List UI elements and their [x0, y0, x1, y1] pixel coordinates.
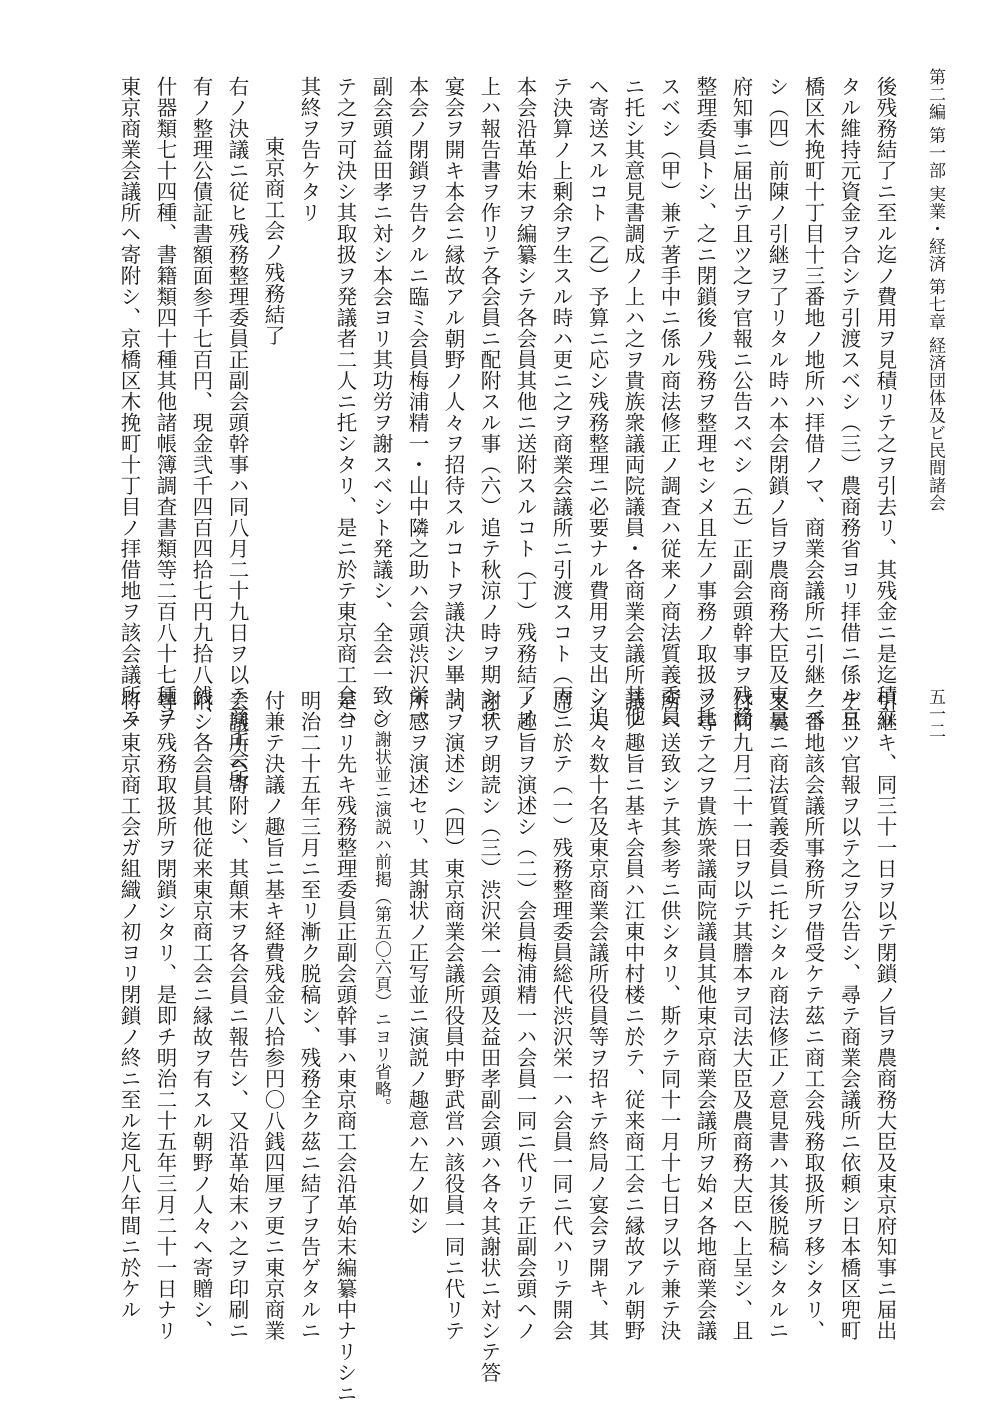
text-line: 本会ノ閉鎖ヲ告クルニ臨ミ会員梅浦精一・山中隣之助ハ会頭渋沢栄一	[405, 76, 429, 727]
running-header: 第二編 第一部 実業・経済 第七章 経済団体及ビ民間諸会	[925, 68, 945, 512]
text-line: 副会頭益田孝ニ対シ本会ヨリ其功労ヲ謝スベシト発議シ、全会一致シ	[369, 76, 393, 727]
text-line: スベシ（甲）兼テ著手中ニ係ル商法修正ノ調査ハ従来ノ商法質義委員	[657, 76, 681, 727]
text-line: タル維持元資金ヲ合シテ引渡スベシ（三）農商務省ヨリ拝借ニ係ル京	[837, 76, 861, 727]
page-number: 五一二	[925, 688, 945, 739]
text-line: 付兼テ決議ノ趣旨ニ基キ経費残金八拾参円〇八銭四厘ヲ更ニ東京商業	[261, 690, 285, 1341]
text-line: 会議所ヘ寄附シ、其顛末ヲ各会員ニ報告シ、又沿革始末ハ之ヲ印刷ニ	[225, 690, 249, 1341]
text-line: 所感ヲ演述セリ、其謝状ノ正写並ニ演説ノ趣意ハ左ノ如シ	[405, 690, 429, 1236]
text-line: 将タ東京商工会ガ組織ノ初ヨリ閉鎖ノ終ニ至ル迄凡八年間ニ於ケル	[117, 690, 141, 1320]
text-line: 所ヘ送致シテ其参考ニ供シタリ、斯クテ同十一月十七日ヲ以テ兼テ決	[657, 690, 681, 1341]
text-line: 引継キ、同三十一日ヲ以テ閉鎖ノ旨ヲ農商務大臣及東京府知事ニ届出	[873, 690, 897, 1341]
text-line: ツ尋テ之ヲ貴族衆議両院議員其他東京商業会議所ヲ始メ各地商業会議	[693, 690, 717, 1341]
text-line: ノ趣旨ヲ演述シ（二）会員梅浦精一ハ会員一同ニ代リテ正副会頭ヘノ	[513, 690, 537, 1341]
text-line: 上ハ報告書ヲ作リテ各会員ニ配附スル事（六）追テ秋涼ノ時ヲ期シテ	[477, 76, 501, 727]
text-line: 整理委員トシ、之ニ閉鎖後ノ残務ヲ整理セシメ且左ノ事務ノ取扱ヲ托	[693, 76, 717, 727]
text-line: ヘ寄送スルコト（乙）予算ニ応シ残務整理ニ必要ナル費用ヲ支出シ追	[585, 76, 609, 727]
text-line: 府知事ニ届出テ且ツ之ヲ官報ニ公告スベシ（五）正副会頭幹事ヲ残務	[729, 76, 753, 727]
text-line: 明治二十五年三月ニ至リ漸ク脱稿シ、残務全ク茲ニ結了ヲ告ゲタルニ	[297, 690, 321, 1341]
text-line: 其終ヲ告ケタリ	[297, 76, 321, 223]
upper-text-block	[111, 76, 903, 790]
text-line: 橋区木挽町十丁目十三番地ノ地所ハ拝借ノマ、商業会議所ニ引継クベ	[801, 76, 825, 727]
text-line: デ且ツ官報ヲ以テ之ヲ公告シ、尋テ商業会議所ニ依頼シ日本橋区兜町	[837, 690, 861, 1341]
text-line: 詞ヲ演述シ（四）東京商業会議所役員中野武営ハ該役員一同ニ代リテ	[441, 690, 465, 1341]
text-line: 附シ各会員其他従来東京商工会ニ縁故ヲ有スル朝野ノ人々ヘ寄贈シ、	[189, 690, 213, 1341]
text-line: 謝状ヲ朗読シ（三）渋沢栄一会頭及益田孝副会頭ハ各々其謝状ニ対シテ答	[477, 690, 501, 1383]
text-line: 席ニ於テ（一）残務整理委員総代渋沢栄一ハ会員一同ニ代ハリテ開会	[549, 690, 573, 1341]
text-line: シ（四）前陳ノ引継ヲ了リタル時ハ本会閉鎖ノ旨ヲ農商務大臣及東京	[765, 76, 789, 727]
section-heading: 東京商工会ノ残務結了	[261, 136, 285, 346]
text-line: 後残務結了ニ至ル迄ノ費用ヲ見積リテ之ヲ引去リ、其残金ニ是迄積立	[873, 76, 897, 727]
text-line: 尋テ残務取扱所ヲ閉鎖シタリ、是即チ明治二十五年三月二十一日ナリ	[153, 690, 177, 1341]
text-line: 付同九月二十一日ヲ以テ其謄本ヲ司法大臣及農商務大臣ヘ上呈シ、且	[729, 690, 753, 1341]
text-line: ニ托シ其意見書調成ノ上ハ之ヲ貴族衆議両院議員・各商業会議所其他	[621, 76, 645, 727]
text-line: テ決算ノ上剰余ヲ生スル時ハ更ニ之ヲ商業会議所ニ引渡スコト（丙）	[549, 76, 573, 727]
text-line: 二番地該会議所事務所ヲ借受ケテ茲ニ商工会残務取扱所ヲ移シタリ、	[801, 690, 825, 1341]
text-line: 議ノ趣旨ニ基キ会員ハ江東中村楼ニ於テ、従来商工会ニ縁故アル朝野	[621, 690, 645, 1341]
text-line: 什器類七十四種、書籍類四十種其他諸帳簿調査書類等二百八十七種ヲ	[153, 76, 177, 727]
text-line: 本会沿革始末ヲ編纂シテ各会員其他ニ送附スルコト（丁）残務結了ノ	[513, 76, 537, 727]
text-line: 右ノ決議ニ従ヒ残務整理委員正副会頭幹事ハ同八月二十九日ヲ以テ商工会所	[225, 76, 249, 790]
text-line: 又曩ニ商法質義委員ニ托シタル商法修正ノ意見書ハ其後脱稿シタルニ	[765, 690, 789, 1341]
text-line: 宴会ヲ開キ本会ニ縁故アル朝野ノ人々ヲ招待スルコトヲ議決シ畢リ、	[441, 76, 465, 727]
text-line: 有ノ整理公債証書額面参千七百円、現金弐千四百四拾七円九拾八銭、	[189, 76, 213, 727]
lower-text-block	[111, 690, 903, 1404]
text-line: 是ヨリ先キ残務整理委員正副会頭幹事ハ東京商工会沿革始末編纂中ナリシニ	[333, 690, 357, 1404]
text-line: ノ人々数十名及東京商業会議所役員等ヲ招キテ終局ノ宴会ヲ開キ、其	[585, 690, 609, 1341]
editorial-note: ○謝状並ニ演説ハ前掲（第五〇六頁）ニヨリ省略。	[371, 710, 391, 1116]
text-line: 東京商業会議所ヘ寄附シ、京橋区木挽町十丁目ノ拝借地ヲ該会議所ニ	[117, 76, 141, 727]
text-line: テ之ヲ可決シ其取扱ヲ発議者二人ニ托シタリ、是ニ於テ東京商工会ハ	[333, 76, 357, 727]
